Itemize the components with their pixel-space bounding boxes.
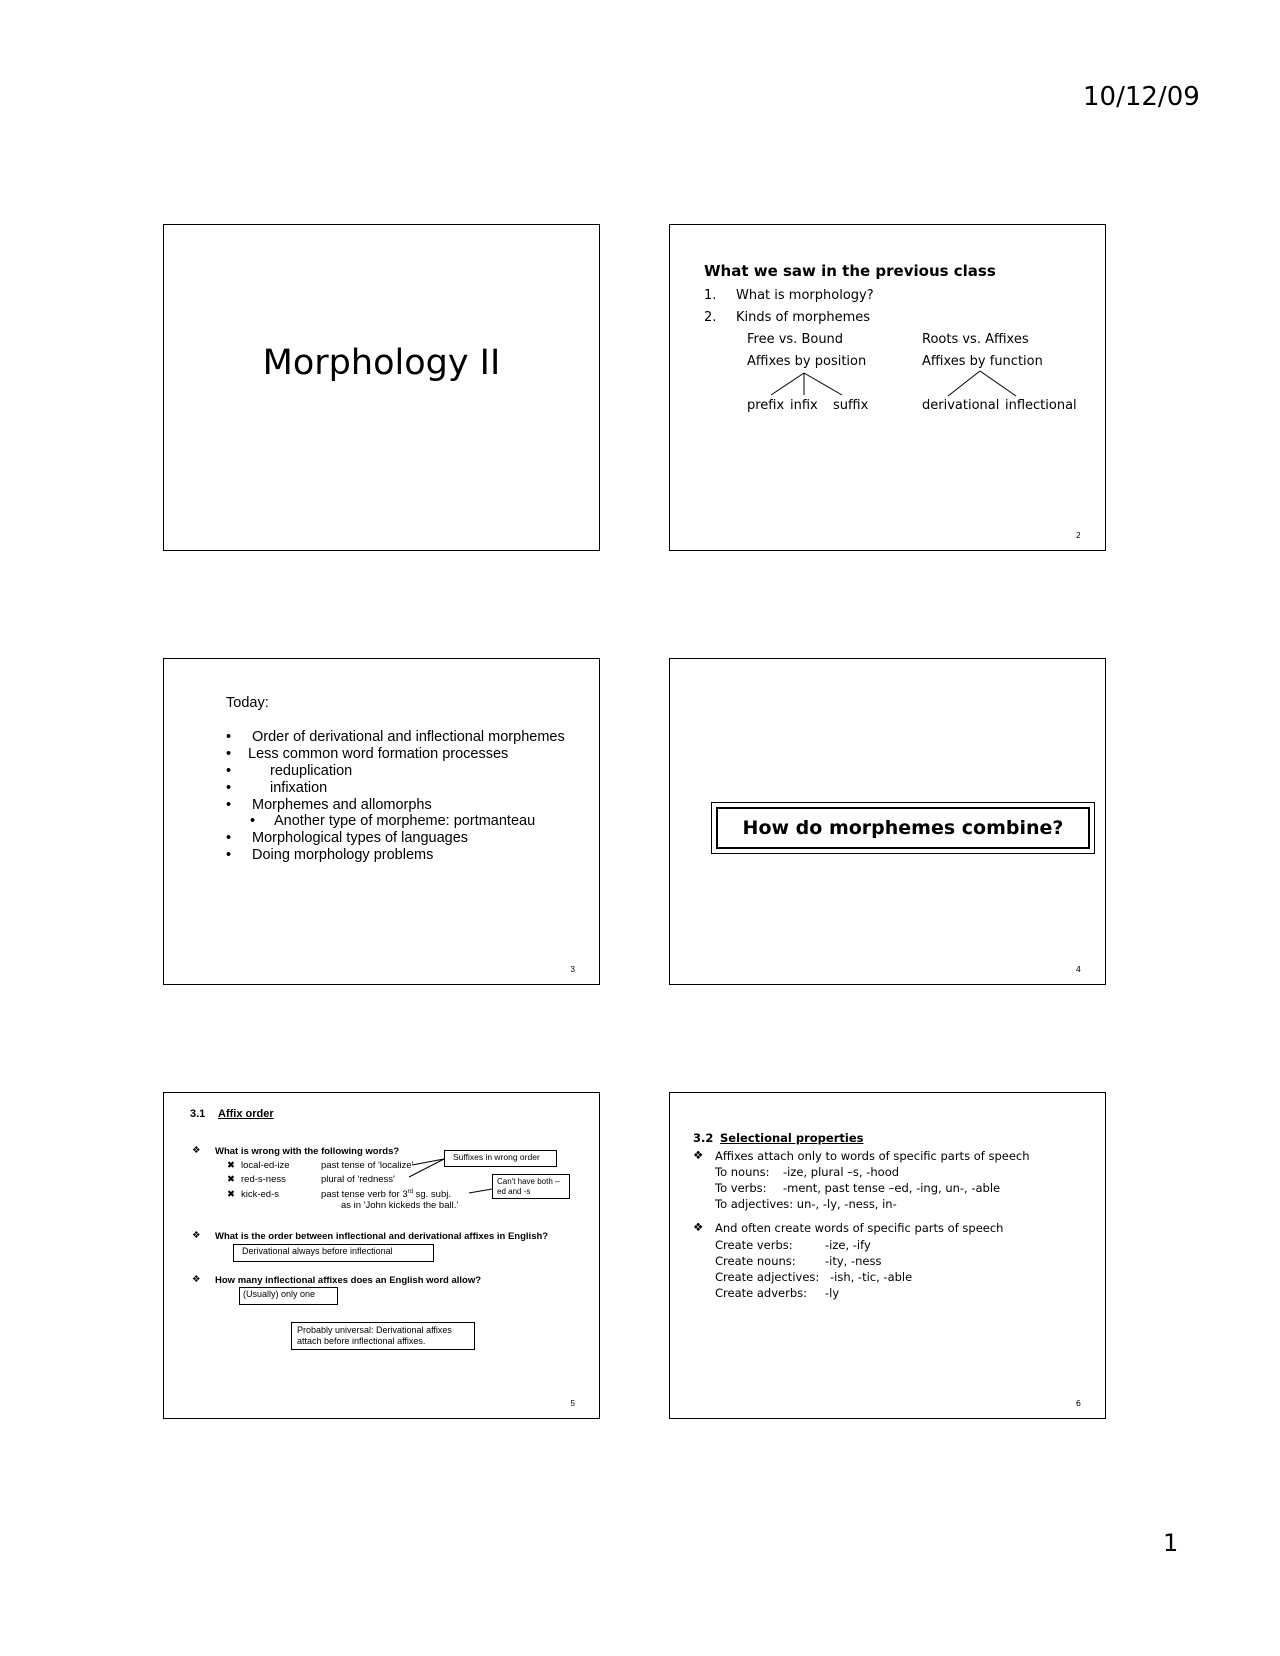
rule-label: To adjectives: un-, -ly, -ness, in- [715,1197,897,1211]
diamond-bullet-icon: ❖ [693,1148,704,1162]
rule-value: -ize, plural –s, -hood [783,1165,900,1179]
question-1: What is wrong with the following words? [215,1146,400,1157]
section-title: Affix order [218,1108,274,1120]
section-title: Selectional properties [720,1131,864,1145]
page-number: 1 [1163,1529,1179,1557]
tree-lines [670,225,1107,552]
question-3: How many inflectional affixes does an English word allow? [215,1275,482,1286]
slide-number: 4 [1075,965,1081,974]
bullet-item: reduplication [270,763,353,779]
derivational-label: derivational [922,398,1000,413]
inflectional-label: inflectional [1005,398,1077,413]
slide-5 [163,1092,600,1419]
rule-value: -ment, past tense –ed, -ing, un-, -able [783,1181,1001,1195]
list-item: What is morphology? [736,288,874,303]
free-vs-bound: Free vs. Bound [747,332,844,347]
annotation-box: Can't have both – ed and -s [492,1174,570,1199]
rule-label: Create verbs: [715,1238,793,1252]
slide-2 [669,224,1106,551]
infix-label: infix [790,398,818,413]
x-mark-icon: ✖ [227,1174,235,1185]
rule-value: -ish, -tic, -able [830,1270,913,1284]
example-note: as in 'John kickeds the ball.' [341,1200,459,1211]
slide-number: 6 [1075,1399,1081,1408]
note-box: Probably universal: Derivational affixes attach before inflectional affixes. [291,1322,475,1350]
diamond-bullet-icon: ❖ [192,1230,201,1241]
bullet-item: Another type of morpheme: portmanteau [274,813,536,829]
rule-label: To verbs: [715,1181,767,1195]
slide-number: 5 [570,1399,575,1408]
diamond-bullet-icon: ❖ [192,1274,201,1285]
slide-3: Today: • Order of derivational and inflectional morphemes • Less common word formation processes • reduplication • infixation • Morphemes and allomorphs • Another type of morpheme: portmanteau • Morphological types of languages • Doing morphology problems 3 [163,658,600,985]
list-number: 2. [704,310,717,325]
question-2: What is the order between inflectional and derivational affixes in English? [215,1231,549,1242]
x-mark-icon: ✖ [227,1160,235,1171]
slide-title: Morphology II [262,343,501,383]
list-item: Kinds of morphemes [736,310,871,325]
example-desc: past tense verb for 3rd sg. subj. [321,1189,451,1201]
point-1: Affixes attach only to words of specific parts of speech [715,1149,1030,1163]
diamond-bullet-icon: ❖ [192,1145,201,1156]
annotation-box: Suffixes in wrong order [444,1150,557,1167]
bullet-item: Doing morphology problems [252,847,434,863]
example-desc: plural of 'redness' [321,1174,395,1185]
rule-value: -ize, -ify [825,1238,871,1252]
bullet-item: Order of derivational and inflectional morphemes [252,729,565,745]
x-mark-icon: ✖ [227,1189,235,1200]
rule-label: To nouns: [715,1165,770,1179]
example-word: kick-ed-s [241,1189,280,1200]
suffix-label: suffix [833,398,869,413]
bullet-item: infixation [270,780,328,796]
answer-box: Derivational always before inflectional [233,1244,434,1262]
rule-label: Create adverbs: [715,1286,807,1300]
bullet-item: Morphemes and allomorphs [252,797,432,813]
rule-value: -ly [825,1286,840,1300]
example-word: red-s-ness [241,1174,286,1185]
slide-title: How do morphemes combine? [716,807,1090,849]
bullet-item: Less common word formation processes [248,746,509,762]
bullet-item: Morphological types of languages [252,830,469,846]
slide-number: 2 [1075,531,1081,540]
diamond-bullet-icon: ❖ [693,1220,704,1234]
affixes-by-function: Affixes by function [922,354,1043,369]
example-word: local-ed-ize [241,1160,290,1171]
slide-1 [163,224,600,551]
roots-vs-affixes: Roots vs. Affixes [922,332,1029,347]
page-date: 10/12/09 [1083,82,1200,112]
point-2: And often create words of specific parts of speech [715,1221,1004,1235]
list-number: 1. [704,288,717,303]
answer-box: (Usually) only one [239,1287,338,1305]
section-number: 3.1 [190,1108,206,1120]
slide-6 [669,1092,1106,1419]
rule-value: -ity, -ness [825,1254,882,1268]
slide-4 [669,658,1106,985]
rule-label: Create nouns: [715,1254,796,1268]
today-label: Today: [226,695,269,711]
slide-number: 3 [570,965,575,974]
title-box [711,802,1095,854]
rule-label: Create adjectives: [715,1270,820,1284]
slide-heading: What we saw in the previous class [704,262,996,280]
affixes-by-position: Affixes by position [747,354,867,369]
prefix-label: prefix [747,398,785,413]
section-number: 3.2 [693,1131,714,1145]
example-desc: past tense of 'localize' [321,1160,414,1171]
